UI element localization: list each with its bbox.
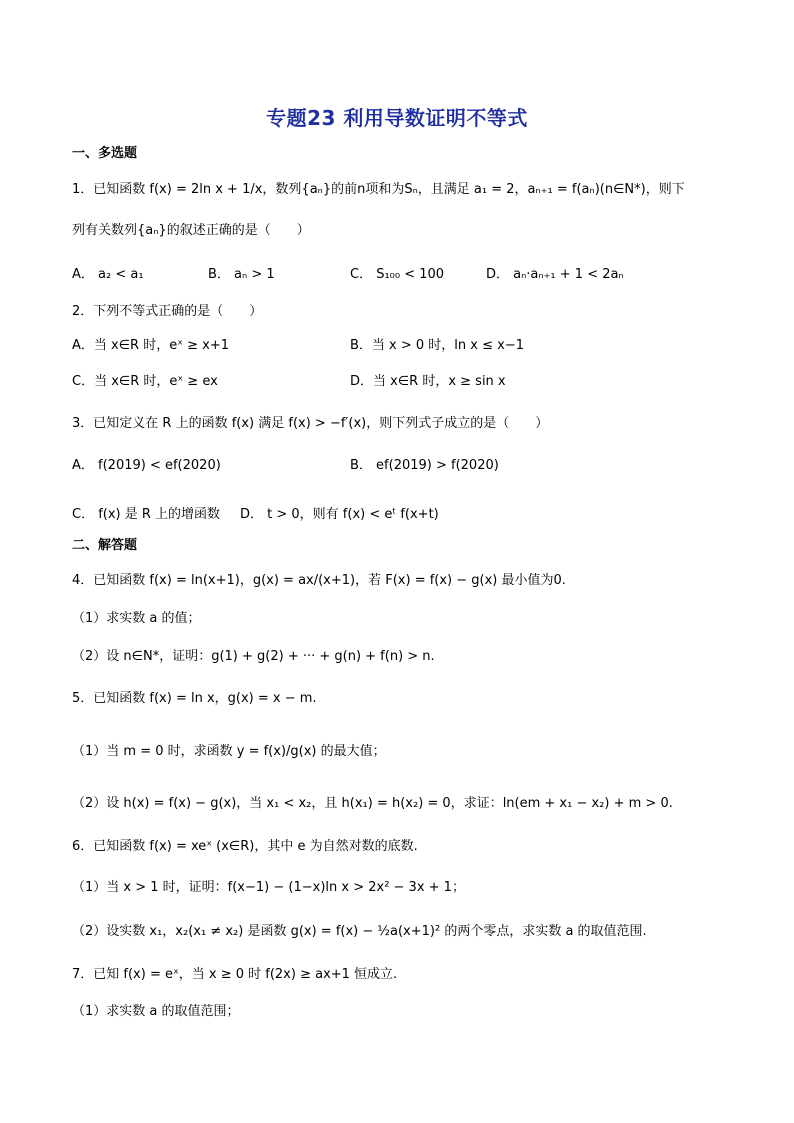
q3-option-c: C． f(x) 是 R 上的增函数: [72, 507, 221, 522]
q4-stem: 4．已知函数 f(x) = ln(x+1)，g(x) = ax/(x+1)，若 F(x) = f(x) − g(x) 最小值为0.: [72, 573, 566, 588]
q7-stem: 7．已知 f(x) = eˣ，当 x ≥ 0 时 f(2x) ≥ ax+1 恒成立.: [72, 967, 398, 982]
q3-option-d: D． t > 0，则有 f(x) < eᵗ f(x+t): [240, 507, 439, 522]
q5-part1: （1）当 m = 0 时，求函数 y = f(x)/g(x) 的最大值；: [72, 744, 386, 759]
q2-option-a: A．当 x∈R 时，eˣ ≥ x+1: [72, 338, 229, 353]
q6-stem: 6．已知函数 f(x) = xeˣ (x∈R)，其中 e 为自然对数的底数.: [72, 839, 418, 854]
q3-stem: 3．已知定义在 R 上的函数 f(x) 满足 f(x) > −f′(x)，则下列式子成立的是（ ）: [72, 416, 549, 431]
q7-part1: （1）求实数 a 的取值范围；: [72, 1004, 240, 1019]
q4-part1: （1）求实数 a 的值；: [72, 611, 201, 626]
page-title: 专题23 利用导数证明不等式: [266, 106, 528, 130]
q4-part2: （2）设 n∈N*，证明：g(1) + g(2) + ··· + g(n) + f(n) > n.: [72, 649, 435, 664]
q1-option-b: B． aₙ > 1: [208, 267, 275, 282]
q3-option-a: A． f(2019) < ef(2020): [72, 458, 221, 473]
q6-part2: （2）设实数 x₁，x₂(x₁ ≠ x₂) 是函数 g(x) = f(x) − ½a(x+1)² 的两个零点，求实数 a 的取值范围.: [72, 924, 647, 939]
q1-stem-line2: 列有关数列{aₙ}的叙述正确的是（ ）: [72, 223, 310, 238]
q1-option-d: D． aₙ·aₙ₊₁ + 1 < 2aₙ: [486, 267, 624, 282]
q6-part1: （1）当 x > 1 时，证明：f(x−1) − (1−x)ln x > 2x² − 3x + 1；: [72, 880, 465, 895]
section-heading-free-response: 二、解答题: [72, 538, 138, 553]
q5-stem: 5．已知函数 f(x) = ln x，g(x) = x − m.: [72, 691, 317, 706]
q2-option-c: C．当 x∈R 时，eˣ ≥ ex: [72, 374, 218, 389]
q2-stem: 2．下列不等式正确的是（ ）: [72, 304, 263, 319]
q1-stem-line1: 1．已知函数 f(x) = 2ln x + 1/x，数列{aₙ}的前n项和为Sₙ，且满足 a₁ = 2，aₙ₊₁ = f(aₙ)(n∈N*)，则下: [72, 182, 685, 197]
q2-option-d: D．当 x∈R 时，x ≥ sin x: [350, 374, 506, 389]
q1-option-c: C． S₁₀₀ < 100: [350, 267, 445, 282]
section-heading-multiple-choice: 一、多选题: [72, 146, 138, 161]
q1-option-a: A． a₂ < a₁: [72, 267, 144, 282]
q5-part2: （2）设 h(x) = f(x) − g(x)，当 x₁ < x₂，且 h(x₁) = h(x₂) = 0，求证：ln(em + x₁ − x₂) + m > 0.: [72, 796, 673, 811]
q3-option-b: B． ef(2019) > f(2020): [350, 458, 499, 473]
q2-option-b: B．当 x > 0 时，ln x ≤ x−1: [350, 338, 524, 353]
